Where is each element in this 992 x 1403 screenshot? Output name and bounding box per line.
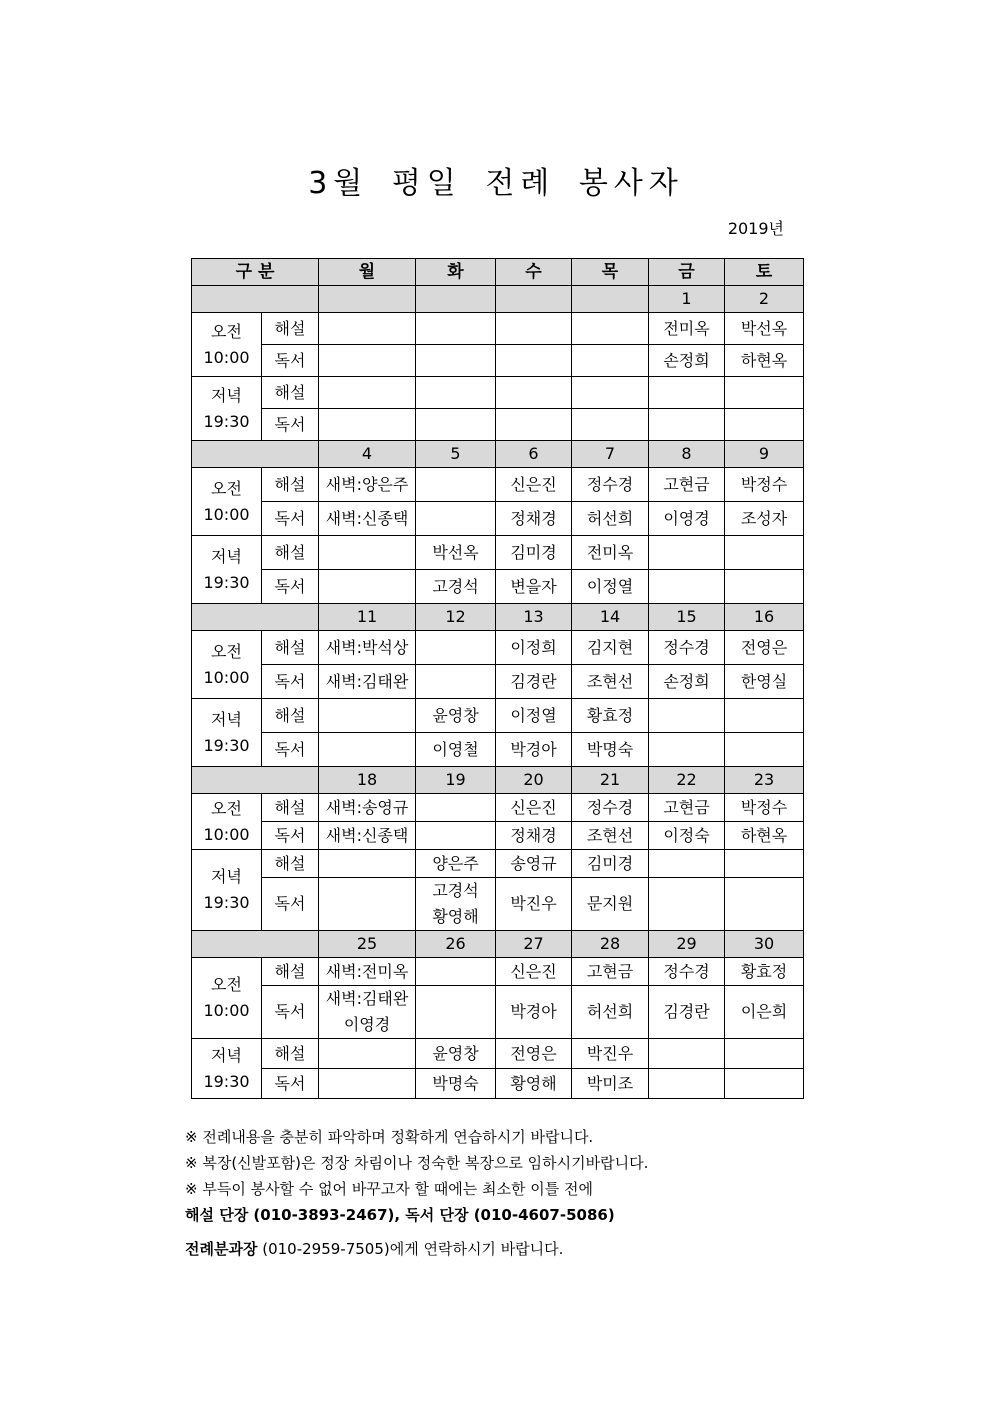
schedule-row — [192, 986, 804, 1039]
liturgy-head-rest: (010-2959-7505)에게 연락하시기 바랍니다. — [257, 1240, 564, 1258]
header-row — [192, 259, 804, 286]
header-category: 구 분 — [192, 259, 319, 286]
session-name: 저녁 — [211, 867, 242, 886]
volunteer-cell: 신은진 — [496, 468, 572, 502]
volunteer-cell — [649, 699, 725, 733]
role-label: 해설 — [262, 1039, 319, 1069]
date-row-spacer — [192, 286, 319, 313]
role-label: 독서 — [262, 345, 319, 377]
volunteer-cell: 신은진 — [496, 958, 572, 986]
volunteer-cell — [649, 536, 725, 570]
header-wed: 수 — [496, 259, 572, 286]
header-tue: 화 — [416, 259, 496, 286]
role-label: 독서 — [262, 878, 319, 931]
schedule-row — [192, 850, 804, 878]
volunteer-cell: 손정희 — [649, 345, 725, 377]
role-label: 해설 — [262, 958, 319, 986]
volunteer-cell: 새벽:김태완 — [319, 665, 416, 699]
session-time: 19:30 — [203, 893, 250, 912]
date-cell: 5 — [416, 441, 496, 468]
role-label: 독서 — [262, 570, 319, 604]
date-cell: 8 — [649, 441, 725, 468]
volunteer-cell: 정수경 — [649, 631, 725, 665]
volunteer-cell: 새벽:양은주 — [319, 468, 416, 502]
date-cell: 6 — [496, 441, 572, 468]
session-name: 저녁 — [211, 709, 242, 729]
volunteer-cell: 김경란 — [496, 665, 572, 699]
volunteer-cell: 이정열 — [572, 570, 649, 604]
volunteer-cell: 김지현 — [572, 631, 649, 665]
volunteer-cell — [416, 345, 496, 377]
session-morning — [192, 631, 262, 699]
session-name: 오전 — [211, 478, 242, 498]
volunteer-cell — [649, 1069, 725, 1099]
date-row — [192, 604, 804, 631]
schedule-row — [192, 570, 804, 604]
volunteer-cell — [416, 665, 496, 699]
volunteer-cell — [416, 631, 496, 665]
volunteer-cell — [319, 345, 416, 377]
date-cell: 7 — [572, 441, 649, 468]
session-time: 19:30 — [203, 572, 250, 592]
volunteer-cell: 박정수 — [725, 468, 804, 502]
volunteer-cell — [416, 986, 496, 1039]
session-morning — [192, 794, 262, 850]
schedule-row — [192, 665, 804, 699]
role-label: 독서 — [262, 1069, 319, 1099]
volunteer-cell: 허선희 — [572, 502, 649, 536]
role-label: 해설 — [262, 313, 319, 345]
volunteer-cell — [319, 1039, 416, 1069]
volunteer-cell — [416, 502, 496, 536]
volunteer-cell: 새벽:신종택 — [319, 822, 416, 850]
volunteer-cell — [496, 377, 572, 409]
volunteer-cell: 손정희 — [649, 665, 725, 699]
date-cell: 29 — [649, 931, 725, 958]
header-thu: 목 — [572, 259, 649, 286]
schedule-row — [192, 468, 804, 502]
role-label: 해설 — [262, 631, 319, 665]
role-label: 해설 — [262, 850, 319, 878]
volunteer-cell: 조현선 — [572, 665, 649, 699]
date-cell: 12 — [416, 604, 496, 631]
role-label: 독서 — [262, 986, 319, 1039]
volunteer-cell — [496, 409, 572, 441]
session-time: 19:30 — [203, 411, 250, 431]
volunteer-cell: 이영경 — [649, 502, 725, 536]
volunteer-cell — [319, 850, 416, 878]
volunteer-cell: 박경아 — [496, 733, 572, 767]
volunteer-cell — [319, 986, 416, 1039]
volunteer-cell: 새벽:박석상 — [319, 631, 416, 665]
volunteer-cell: 허선희 — [572, 986, 649, 1039]
date-row — [192, 767, 804, 794]
header-fri: 금 — [649, 259, 725, 286]
volunteer-cell — [649, 570, 725, 604]
volunteer-cell: 정채경 — [496, 502, 572, 536]
volunteer-cell: 문지원 — [572, 878, 649, 931]
schedule-row — [192, 1039, 804, 1069]
schedule-row — [192, 377, 804, 409]
schedule-row — [192, 536, 804, 570]
session-name: 저녁 — [211, 385, 242, 405]
volunteer-cell: 황영해 — [496, 1069, 572, 1099]
volunteer-cell: 박정수 — [725, 794, 804, 822]
date-row — [192, 286, 804, 313]
session-name: 오전 — [211, 321, 242, 341]
liturgy-head-label: 전례분과장 — [185, 1240, 258, 1258]
volunteer-cell: 양은주 — [416, 850, 496, 878]
volunteer-cell: 새벽:송영규 — [319, 794, 416, 822]
volunteer-cell: 전영은 — [496, 1039, 572, 1069]
session-name: 저녁 — [211, 546, 242, 566]
role-label: 독서 — [262, 733, 319, 767]
volunteer-cell: 김경란 — [649, 986, 725, 1039]
date-cell: 18 — [319, 767, 416, 794]
date-cell: 28 — [572, 931, 649, 958]
date-cell: 13 — [496, 604, 572, 631]
volunteer-cell — [319, 313, 416, 345]
session-name: 오전 — [211, 975, 242, 994]
volunteer-cell: 신은진 — [496, 794, 572, 822]
volunteer-cell — [572, 409, 649, 441]
role-label: 해설 — [262, 468, 319, 502]
date-cell: 21 — [572, 767, 649, 794]
volunteer-cell: 박미조 — [572, 1069, 649, 1099]
volunteer-cell — [649, 409, 725, 441]
volunteer-cell: 박진우 — [572, 1039, 649, 1069]
volunteer-cell — [416, 794, 496, 822]
note-line: ※ 부득이 봉사할 수 없어 바꾸고자 할 때에는 최소한 이틀 전에 — [185, 1180, 594, 1198]
volunteer-cell: 새벽:신종택 — [319, 502, 416, 536]
volunteer-cell: 황효정 — [572, 699, 649, 733]
date-cell: 14 — [572, 604, 649, 631]
volunteer-cell: 하현옥 — [725, 822, 804, 850]
volunteer-cell: 김미경 — [572, 850, 649, 878]
date-cell: 25 — [319, 931, 416, 958]
schedule-row — [192, 1069, 804, 1099]
date-row — [192, 441, 804, 468]
volunteer-cell: 윤영창 — [416, 1039, 496, 1069]
volunteer-cell: 하현옥 — [725, 345, 804, 377]
volunteer-cell — [649, 1039, 725, 1069]
volunteer-cell: 변을자 — [496, 570, 572, 604]
volunteer-cell — [725, 699, 804, 733]
schedule-row — [192, 631, 804, 665]
date-row-spacer — [192, 441, 319, 468]
date-cell — [319, 286, 416, 313]
volunteer-cell: 고경석 — [416, 570, 496, 604]
volunteer-cell: 한영실 — [725, 665, 804, 699]
date-row-spacer — [192, 931, 319, 958]
volunteer-cell: 이정숙 — [649, 822, 725, 850]
session-morning — [192, 958, 262, 1039]
date-cell: 2 — [725, 286, 804, 313]
date-row-spacer — [192, 767, 319, 794]
volunteer-cell: 전미옥 — [649, 313, 725, 345]
date-cell: 11 — [319, 604, 416, 631]
volunteer-cell — [649, 878, 725, 931]
volunteer-cell — [416, 878, 496, 931]
header-mon: 월 — [319, 259, 416, 286]
volunteer-cell — [319, 699, 416, 733]
volunteer-cell — [319, 536, 416, 570]
contact-line-2 — [185, 1236, 825, 1262]
volunteer-cell — [725, 850, 804, 878]
volunteer-cell — [725, 570, 804, 604]
volunteer-cell — [572, 345, 649, 377]
schedule-row — [192, 794, 804, 822]
volunteer-cell: 정수경 — [572, 468, 649, 502]
session-evening — [192, 699, 262, 767]
volunteer-cell — [725, 536, 804, 570]
volunteer-cell: 고현금 — [572, 958, 649, 986]
schedule-row — [192, 409, 804, 441]
volunteer-cell: 황효정 — [725, 958, 804, 986]
volunteer-cell: 전영은 — [725, 631, 804, 665]
volunteer-cell — [725, 733, 804, 767]
volunteer-name-line: 새벽:김태완 — [325, 989, 409, 1008]
volunteer-name-line: 이영경 — [343, 1015, 391, 1034]
session-name: 저녁 — [211, 1045, 242, 1065]
volunteer-cell: 이정희 — [496, 631, 572, 665]
date-cell: 30 — [725, 931, 804, 958]
volunteer-cell — [319, 570, 416, 604]
session-evening — [192, 1039, 262, 1099]
date-cell: 22 — [649, 767, 725, 794]
volunteer-cell: 윤영창 — [416, 699, 496, 733]
volunteer-cell: 고현금 — [649, 468, 725, 502]
date-cell: 27 — [496, 931, 572, 958]
session-name: 오전 — [211, 641, 242, 661]
volunteer-cell — [725, 1039, 804, 1069]
volunteer-cell: 정수경 — [572, 794, 649, 822]
volunteer-cell: 전미옥 — [572, 536, 649, 570]
volunteer-cell: 정채경 — [496, 822, 572, 850]
notes — [185, 1124, 825, 1262]
role-label: 독서 — [262, 502, 319, 536]
date-cell: 20 — [496, 767, 572, 794]
date-cell: 19 — [416, 767, 496, 794]
role-label: 해설 — [262, 377, 319, 409]
date-cell: 15 — [649, 604, 725, 631]
volunteer-cell: 이정열 — [496, 699, 572, 733]
role-label: 해설 — [262, 794, 319, 822]
volunteer-cell — [416, 377, 496, 409]
volunteer-cell: 이영철 — [416, 733, 496, 767]
volunteer-cell — [416, 468, 496, 502]
session-evening — [192, 850, 262, 931]
volunteer-cell — [725, 878, 804, 931]
volunteer-cell — [725, 377, 804, 409]
volunteer-cell: 박경아 — [496, 986, 572, 1039]
volunteer-name-line: 고경석 — [432, 881, 479, 900]
role-label: 독서 — [262, 822, 319, 850]
volunteer-cell — [572, 313, 649, 345]
volunteer-cell — [416, 822, 496, 850]
volunteer-cell: 정수경 — [649, 958, 725, 986]
note-line: ※ 전례내용을 충분히 파악하며 정확하게 연습하시기 바랍니다. — [185, 1128, 594, 1146]
volunteer-cell — [319, 878, 416, 931]
session-evening — [192, 377, 262, 441]
volunteer-cell — [725, 409, 804, 441]
role-label: 해설 — [262, 699, 319, 733]
volunteer-cell — [725, 1069, 804, 1099]
session-time: 10:00 — [203, 1001, 250, 1020]
volunteer-cell: 박선옥 — [416, 536, 496, 570]
role-label: 독서 — [262, 665, 319, 699]
volunteer-cell — [649, 377, 725, 409]
volunteer-cell: 새벽:전미옥 — [319, 958, 416, 986]
session-time: 19:30 — [203, 735, 250, 755]
schedule-row — [192, 878, 804, 931]
date-cell: 26 — [416, 931, 496, 958]
volunteer-cell — [496, 345, 572, 377]
volunteer-cell: 조현선 — [572, 822, 649, 850]
volunteer-cell — [319, 733, 416, 767]
date-cell — [416, 286, 496, 313]
volunteer-cell: 조성자 — [725, 502, 804, 536]
session-time: 10:00 — [203, 504, 250, 524]
volunteer-cell — [649, 733, 725, 767]
schedule-row — [192, 345, 804, 377]
session-morning — [192, 468, 262, 536]
schedule-row — [192, 699, 804, 733]
date-cell: 23 — [725, 767, 804, 794]
session-evening — [192, 536, 262, 604]
schedule-row — [192, 958, 804, 986]
schedule-row — [192, 733, 804, 767]
year-label: 2019년 — [727, 219, 784, 238]
date-row — [192, 931, 804, 958]
schedule-row — [192, 313, 804, 345]
session-time: 10:00 — [203, 824, 250, 844]
volunteer-cell: 박명숙 — [572, 733, 649, 767]
volunteer-cell — [319, 409, 416, 441]
date-cell: 1 — [649, 286, 725, 313]
page-title: 3월 평일 전례 봉사자 — [308, 166, 684, 201]
volunteer-cell — [649, 850, 725, 878]
date-cell: 16 — [725, 604, 804, 631]
volunteer-name-line: 황영해 — [432, 907, 479, 926]
date-cell — [496, 286, 572, 313]
volunteer-cell — [319, 377, 416, 409]
contact-line: 해설 단장 (010-3893-2467), 독서 단장 (010-4607-5086) — [185, 1206, 615, 1224]
volunteer-cell: 송영규 — [496, 850, 572, 878]
session-time: 19:30 — [203, 1071, 250, 1091]
volunteer-cell: 박선옥 — [725, 313, 804, 345]
session-time: 10:00 — [203, 667, 250, 687]
date-cell — [572, 286, 649, 313]
date-cell: 9 — [725, 441, 804, 468]
schedule-row — [192, 502, 804, 536]
volunteer-cell: 박진우 — [496, 878, 572, 931]
schedule-row — [192, 822, 804, 850]
volunteer-cell — [416, 313, 496, 345]
volunteer-cell — [416, 958, 496, 986]
note-line: ※ 복장(신발포함)은 정장 차림이나 정숙한 복장으로 임하시기바랍니다. — [185, 1154, 649, 1172]
schedule-table — [191, 258, 804, 1099]
date-row-spacer — [192, 604, 319, 631]
volunteer-cell — [496, 313, 572, 345]
date-cell: 4 — [319, 441, 416, 468]
volunteer-cell: 박명숙 — [416, 1069, 496, 1099]
session-time: 10:00 — [203, 347, 250, 367]
role-label: 해설 — [262, 536, 319, 570]
session-morning — [192, 313, 262, 377]
volunteer-cell — [416, 409, 496, 441]
header-sat: 토 — [725, 259, 804, 286]
session-name: 오전 — [211, 798, 242, 818]
volunteer-cell — [319, 1069, 416, 1099]
volunteer-cell — [572, 377, 649, 409]
volunteer-cell: 김미경 — [496, 536, 572, 570]
volunteer-cell: 고현금 — [649, 794, 725, 822]
role-label: 독서 — [262, 409, 319, 441]
volunteer-cell: 이은희 — [725, 986, 804, 1039]
